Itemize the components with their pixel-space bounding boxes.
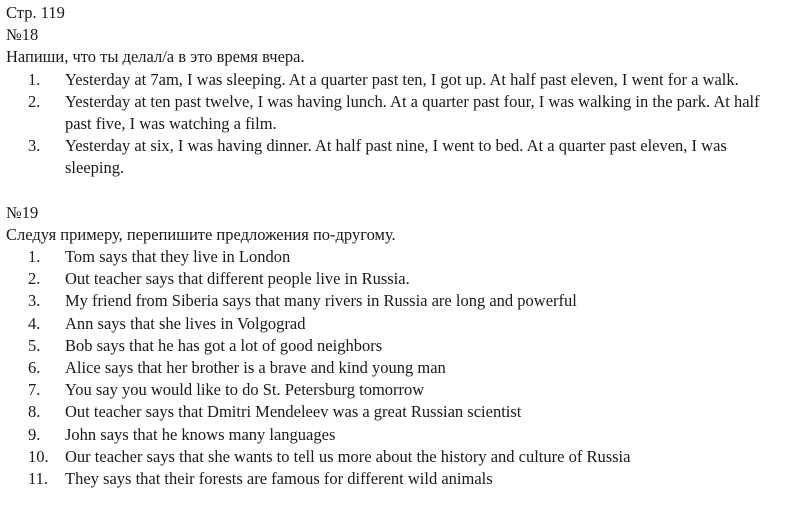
item-text: Tom says that they live in London (65, 247, 291, 267)
item-text: Yesterday at six, I was having dinner. At half past nine, I went to bed. At a quarter past eleven, I was sleeping. (65, 136, 727, 178)
item-number: 1. (28, 247, 41, 267)
item-text: Yesterday at ten past twelve, I was having lunch. At a quarter past four, I was walking in the park. At half past five, I was watching a film. (65, 91, 760, 134)
page-reference: Стр. 119 (6, 3, 65, 22)
list-item (6, 246, 796, 268)
exercise-18 (6, 24, 796, 179)
item-number: 4. (28, 313, 41, 333)
item-text: Ann says that she lives in Volgograd (65, 313, 306, 333)
list-item (6, 468, 796, 490)
item-text: They says that their forests are famous for different wild animals (65, 469, 493, 489)
item-text: My friend from Siberia says that many rivers in Russia are long and powerful (65, 291, 577, 311)
list-item (6, 313, 796, 335)
item-number: 2. (28, 269, 41, 289)
list-item (6, 401, 796, 423)
list-item (6, 446, 796, 468)
item-text: Out teacher says that different people live in Russia. (65, 269, 410, 289)
list-item (6, 91, 785, 135)
item-text: Bob says that he has got a lot of good neighbors (65, 335, 383, 355)
item-text: Alice says that her brother is a brave and kind young man (65, 358, 446, 378)
item-number: 10. (28, 446, 49, 466)
list-item (6, 69, 785, 91)
exercise-instruction: Напиши, что ты делал/а в это время вчера. (6, 47, 305, 67)
list-item (6, 379, 796, 401)
document-page (6, 2, 796, 490)
item-number: 8. (28, 402, 41, 422)
item-number: 3. (28, 291, 41, 311)
list-item (6, 335, 796, 357)
item-text: Yesterday at 7am, I was sleeping. At a quarter past ten, I got up. At half past eleven, I went for a walk. (65, 69, 739, 89)
item-number: 5. (28, 335, 41, 355)
list-item (6, 424, 796, 446)
item-number: 9. (28, 424, 41, 444)
exercise-number: №18 (6, 25, 39, 45)
item-text: You say you would like to do St. Petersburg tomorrow (65, 380, 425, 400)
item-text: Our teacher says that she wants to tell us more about the history and culture of Russia (65, 446, 631, 466)
exercise-instruction: Следуя примеру, перепишите предложения по-другому. (6, 224, 396, 244)
item-number: 2. (28, 91, 41, 111)
item-text: John says that he knows many languages (65, 424, 336, 444)
list-item (6, 135, 785, 179)
item-text: Out teacher says that Dmitri Mendeleev was a great Russian scientist (65, 402, 522, 422)
item-number: 1. (28, 69, 41, 89)
item-number: 11. (28, 469, 49, 489)
list-item (6, 290, 796, 312)
list-item (6, 268, 796, 290)
list-item (6, 357, 796, 379)
answer-list (6, 246, 796, 490)
answer-list (6, 69, 796, 180)
item-number: 6. (28, 358, 41, 378)
exercise-number: №19 (6, 202, 39, 222)
exercise-19 (6, 202, 796, 491)
item-number: 3. (28, 136, 41, 156)
section-spacer (6, 180, 796, 202)
item-number: 7. (28, 380, 41, 400)
